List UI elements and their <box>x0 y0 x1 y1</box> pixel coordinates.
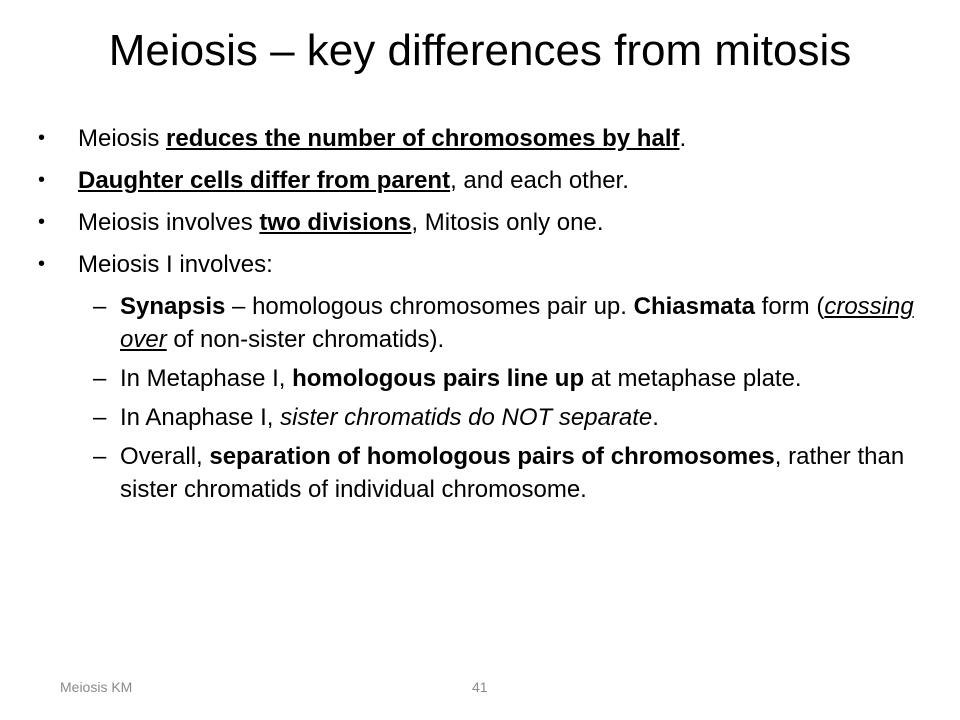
item-italic-underline: crossing over <box>120 293 914 353</box>
item-emphasis: Synapsis <box>120 293 226 320</box>
bullet-icon: • <box>38 211 46 233</box>
item-text: form ( <box>755 293 825 320</box>
item-text: of non-sister chromatids). <box>166 326 445 353</box>
item-text: – homologous chromosomes pair up. <box>225 293 634 320</box>
item-emphasis: separation of homologous pairs of chromosomes <box>209 443 775 470</box>
dash-icon: – <box>93 293 107 320</box>
bullet-item <box>34 206 914 239</box>
item-emphasis: Chiasmata <box>633 293 755 320</box>
item-emphasis: Daughter cells differ from parent <box>78 167 451 194</box>
sub-bullet-item <box>34 401 914 434</box>
sub-bullet-item <box>34 440 914 506</box>
item-text: , Mitosis only one. <box>411 209 604 236</box>
footer-text: Meiosis KM <box>60 679 133 695</box>
item-text: , rather than sister chromatids of individual chromosome. <box>120 443 905 503</box>
sub-bullet-item <box>34 362 914 395</box>
bullet-item <box>34 122 914 155</box>
bullet-icon: • <box>38 253 46 275</box>
item-text: Meiosis involves <box>78 209 260 236</box>
item-emphasis: reduces the number of chromosomes by half <box>166 125 680 152</box>
dash-icon: – <box>93 365 107 392</box>
item-text: Overall, <box>120 443 210 470</box>
bullet-icon: • <box>38 169 46 191</box>
bullet-icon: • <box>38 127 46 149</box>
item-text: , and each other. <box>450 167 629 194</box>
item-text: In Anaphase I, <box>120 404 281 431</box>
dash-icon: – <box>93 404 107 431</box>
item-emphasis: two divisions <box>259 209 412 236</box>
bullet-item <box>34 164 914 197</box>
slide-number: 41 <box>472 679 488 695</box>
item-italic: sister chromatids do NOT separate <box>280 404 653 431</box>
slide-title: Meiosis – key differences from mitosis <box>108 26 852 75</box>
item-text: . <box>679 125 687 152</box>
item-text: Meiosis I involves: <box>78 251 273 278</box>
item-emphasis: homologous pairs line up <box>292 365 585 392</box>
item-text: Meiosis <box>78 125 167 152</box>
item-text: at metaphase plate. <box>584 365 802 392</box>
slide-body <box>34 122 914 512</box>
sub-bullet-item <box>34 290 914 356</box>
bullet-item <box>34 248 914 281</box>
dash-icon: – <box>93 443 107 470</box>
item-text: In Metaphase I, <box>120 365 293 392</box>
item-text: . <box>652 404 659 431</box>
